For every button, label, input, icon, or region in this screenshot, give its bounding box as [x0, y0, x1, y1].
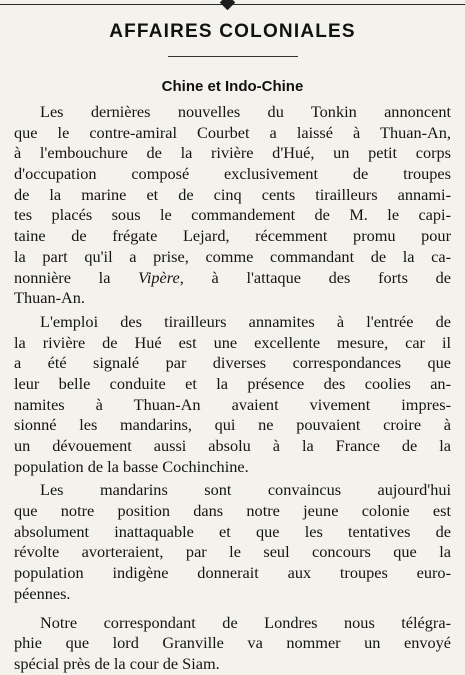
paragraph-line: un dévouement aussi absolu à la France de la — [14, 436, 451, 455]
diamond-ornament-icon — [220, 0, 236, 10]
paragraph-line: Les dernières nouvelles du Tonkin annoncent — [40, 102, 451, 121]
paragraph-line: que notre position dans notre jeune colonie est — [14, 501, 451, 521]
paragraph-line: population de la basse Cochinchine. — [14, 456, 249, 476]
paragraph-line — [14, 268, 451, 289]
paragraph-3 — [14, 480, 451, 604]
paragraph-line: révolte avorteraient, par le seul concours que la — [14, 542, 451, 562]
article-subhead: Chine et Indo-Chine — [161, 78, 304, 95]
section-title: AFFAIRES COLONIALES — [109, 21, 356, 42]
paragraph-line: namites à Thuan-An avaient vivement impres- — [14, 394, 451, 414]
paragraph-line: taine de frégate Lejard, récemment promu pour — [14, 226, 451, 246]
paragraph-line: spécial près de la cour de Siam. — [14, 653, 220, 673]
ship-name: Vipère — [138, 267, 180, 287]
paragraph-line: péennes. — [14, 583, 71, 603]
article-body — [14, 102, 451, 675]
paragraph-1 — [14, 102, 451, 309]
paragraph-4 — [14, 613, 451, 675]
paragraph-line: a été signalé par diverses correspondances que — [14, 353, 451, 373]
paragraph-line: que le contre-amiral Courbet a laissé à Thuan-An, — [14, 122, 451, 142]
paragraph-line: Notre correspondant de Londres nous télégra- — [40, 612, 451, 632]
paragraph-line: L'emploi des tirailleurs annamites à l'entrée de — [40, 311, 451, 331]
paragraph-line: population indigène donnerait aux troupes euro- — [14, 563, 451, 583]
paragraph-line: phie que lord Granville va nommer un envoyé — [14, 633, 451, 653]
section-divider — [168, 56, 298, 57]
paragraph-line: absolument inattaquable et que les tentatives de — [14, 521, 451, 541]
paragraph-line: Thuan-An. — [14, 288, 85, 308]
paragraph-line: à l'embouchure de la rivière d'Hué, un petit corps — [14, 143, 451, 163]
paragraph-line: tes placés sous le commandement de M. le capi- — [14, 205, 451, 225]
paragraph-line: la part qu'il a prise, comme commandant de la ca- — [14, 246, 451, 266]
paragraph-line: Les mandarins sont convaincus aujourd'hui — [40, 480, 451, 500]
paragraph-2 — [14, 312, 451, 478]
paragraph-line: la rivière de Hué est une excellente mesure, car il — [14, 332, 451, 352]
paragraph-line: sionné les mandarins, qui ne pouvaient croire à — [14, 415, 451, 435]
paragraph-line: d'occupation composé exclusivement de troupes — [14, 164, 451, 184]
line-text: , à l'attaque des forts de — [179, 267, 452, 287]
line-text: nonnière la — [14, 267, 139, 287]
paragraph-line: de la marine et de cinq cents tirailleurs annami- — [14, 184, 451, 204]
paragraph-line: leur belle conduite et la présence des coolies an- — [14, 373, 451, 393]
